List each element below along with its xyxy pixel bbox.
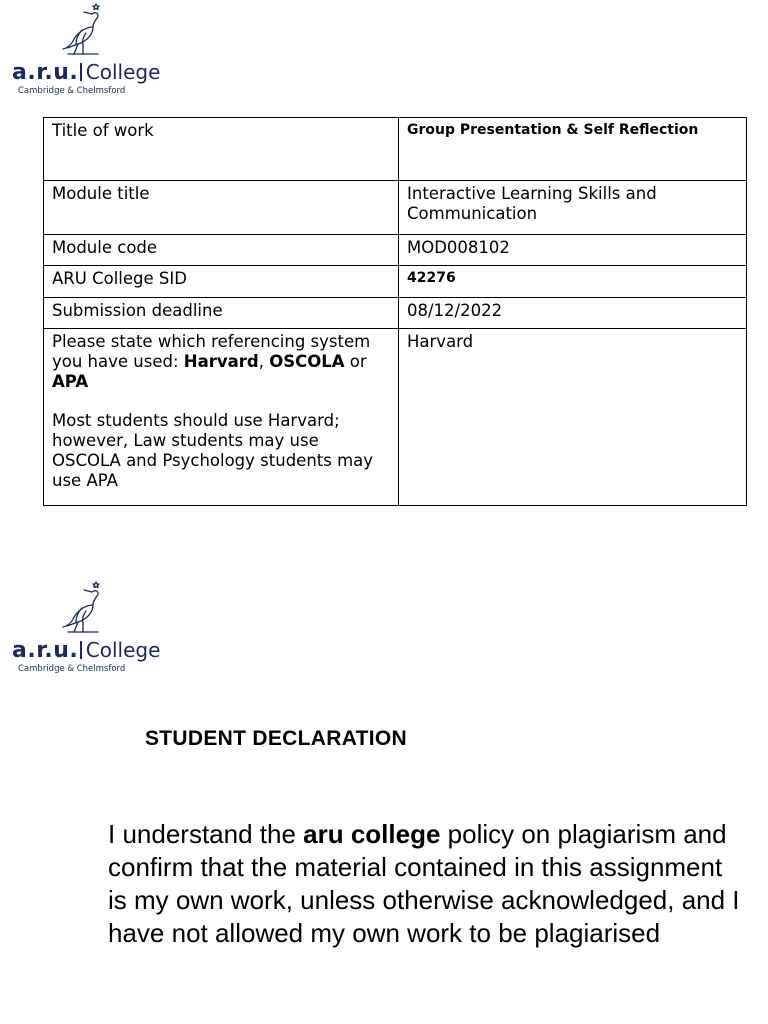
row-value: MOD008102 — [399, 235, 747, 266]
row-label: Title of work — [44, 118, 399, 181]
referencing-value: Harvard — [399, 329, 747, 506]
table-row — [44, 266, 747, 298]
declaration-bold: aru college — [303, 819, 441, 849]
referencing-question — [44, 329, 399, 506]
declaration-text-start: I understand the — [108, 819, 304, 849]
row-label: Module code — [44, 235, 399, 266]
assignment-info-table — [43, 117, 747, 506]
logo-subtitle: Cambridge & Chelmsford — [18, 664, 126, 674]
declaration-text-end: policy on plagiarism and confirm that the material contained in this assignment is my own work, unless otherwise acknowledged, and I have not allowed my own work to be plagiarised — [108, 819, 740, 948]
table-row — [44, 118, 747, 181]
separator: or — [344, 351, 367, 371]
declaration-text — [108, 818, 748, 950]
table-row — [44, 298, 747, 329]
heron-icon — [52, 0, 112, 60]
declaration-title: STUDENT DECLARATION — [145, 727, 407, 750]
row-label: ARU College SID — [44, 266, 399, 298]
option-oscola: OSCOLA — [269, 351, 345, 371]
logo-subtitle: Cambridge & Chelmsford — [18, 86, 126, 96]
row-value: Group Presentation & Self Reflection — [399, 118, 747, 181]
table-row — [44, 329, 747, 506]
table-row — [44, 235, 747, 266]
logo-college: College — [85, 638, 161, 662]
logo-wordmark — [12, 638, 160, 663]
question-text: Please state which referencing system you have used: — [52, 332, 371, 371]
row-label: Module title — [44, 181, 399, 235]
separator: , — [258, 351, 270, 371]
row-value: Interactive Learning Skills and Communication — [399, 181, 747, 235]
logo-brand: a.r.u. — [12, 638, 79, 663]
referencing-note: Most students should use Harvard; however, Law students may use OSCOLA and Psychology students may use APA — [52, 411, 374, 490]
row-value: 08/12/2022 — [399, 298, 747, 329]
row-value: 42276 — [399, 266, 747, 298]
logo-wordmark — [12, 60, 160, 85]
option-harvard: Harvard — [183, 351, 259, 371]
logo-brand: a.r.u. — [12, 60, 79, 85]
option-apa: APA — [52, 371, 89, 391]
heron-icon — [52, 578, 112, 638]
logo-college: College — [85, 60, 161, 84]
aru-college-logo-bottom — [12, 578, 172, 678]
row-label: Submission deadline — [44, 298, 399, 329]
table-row — [44, 181, 747, 235]
aru-college-logo-top — [12, 0, 172, 100]
